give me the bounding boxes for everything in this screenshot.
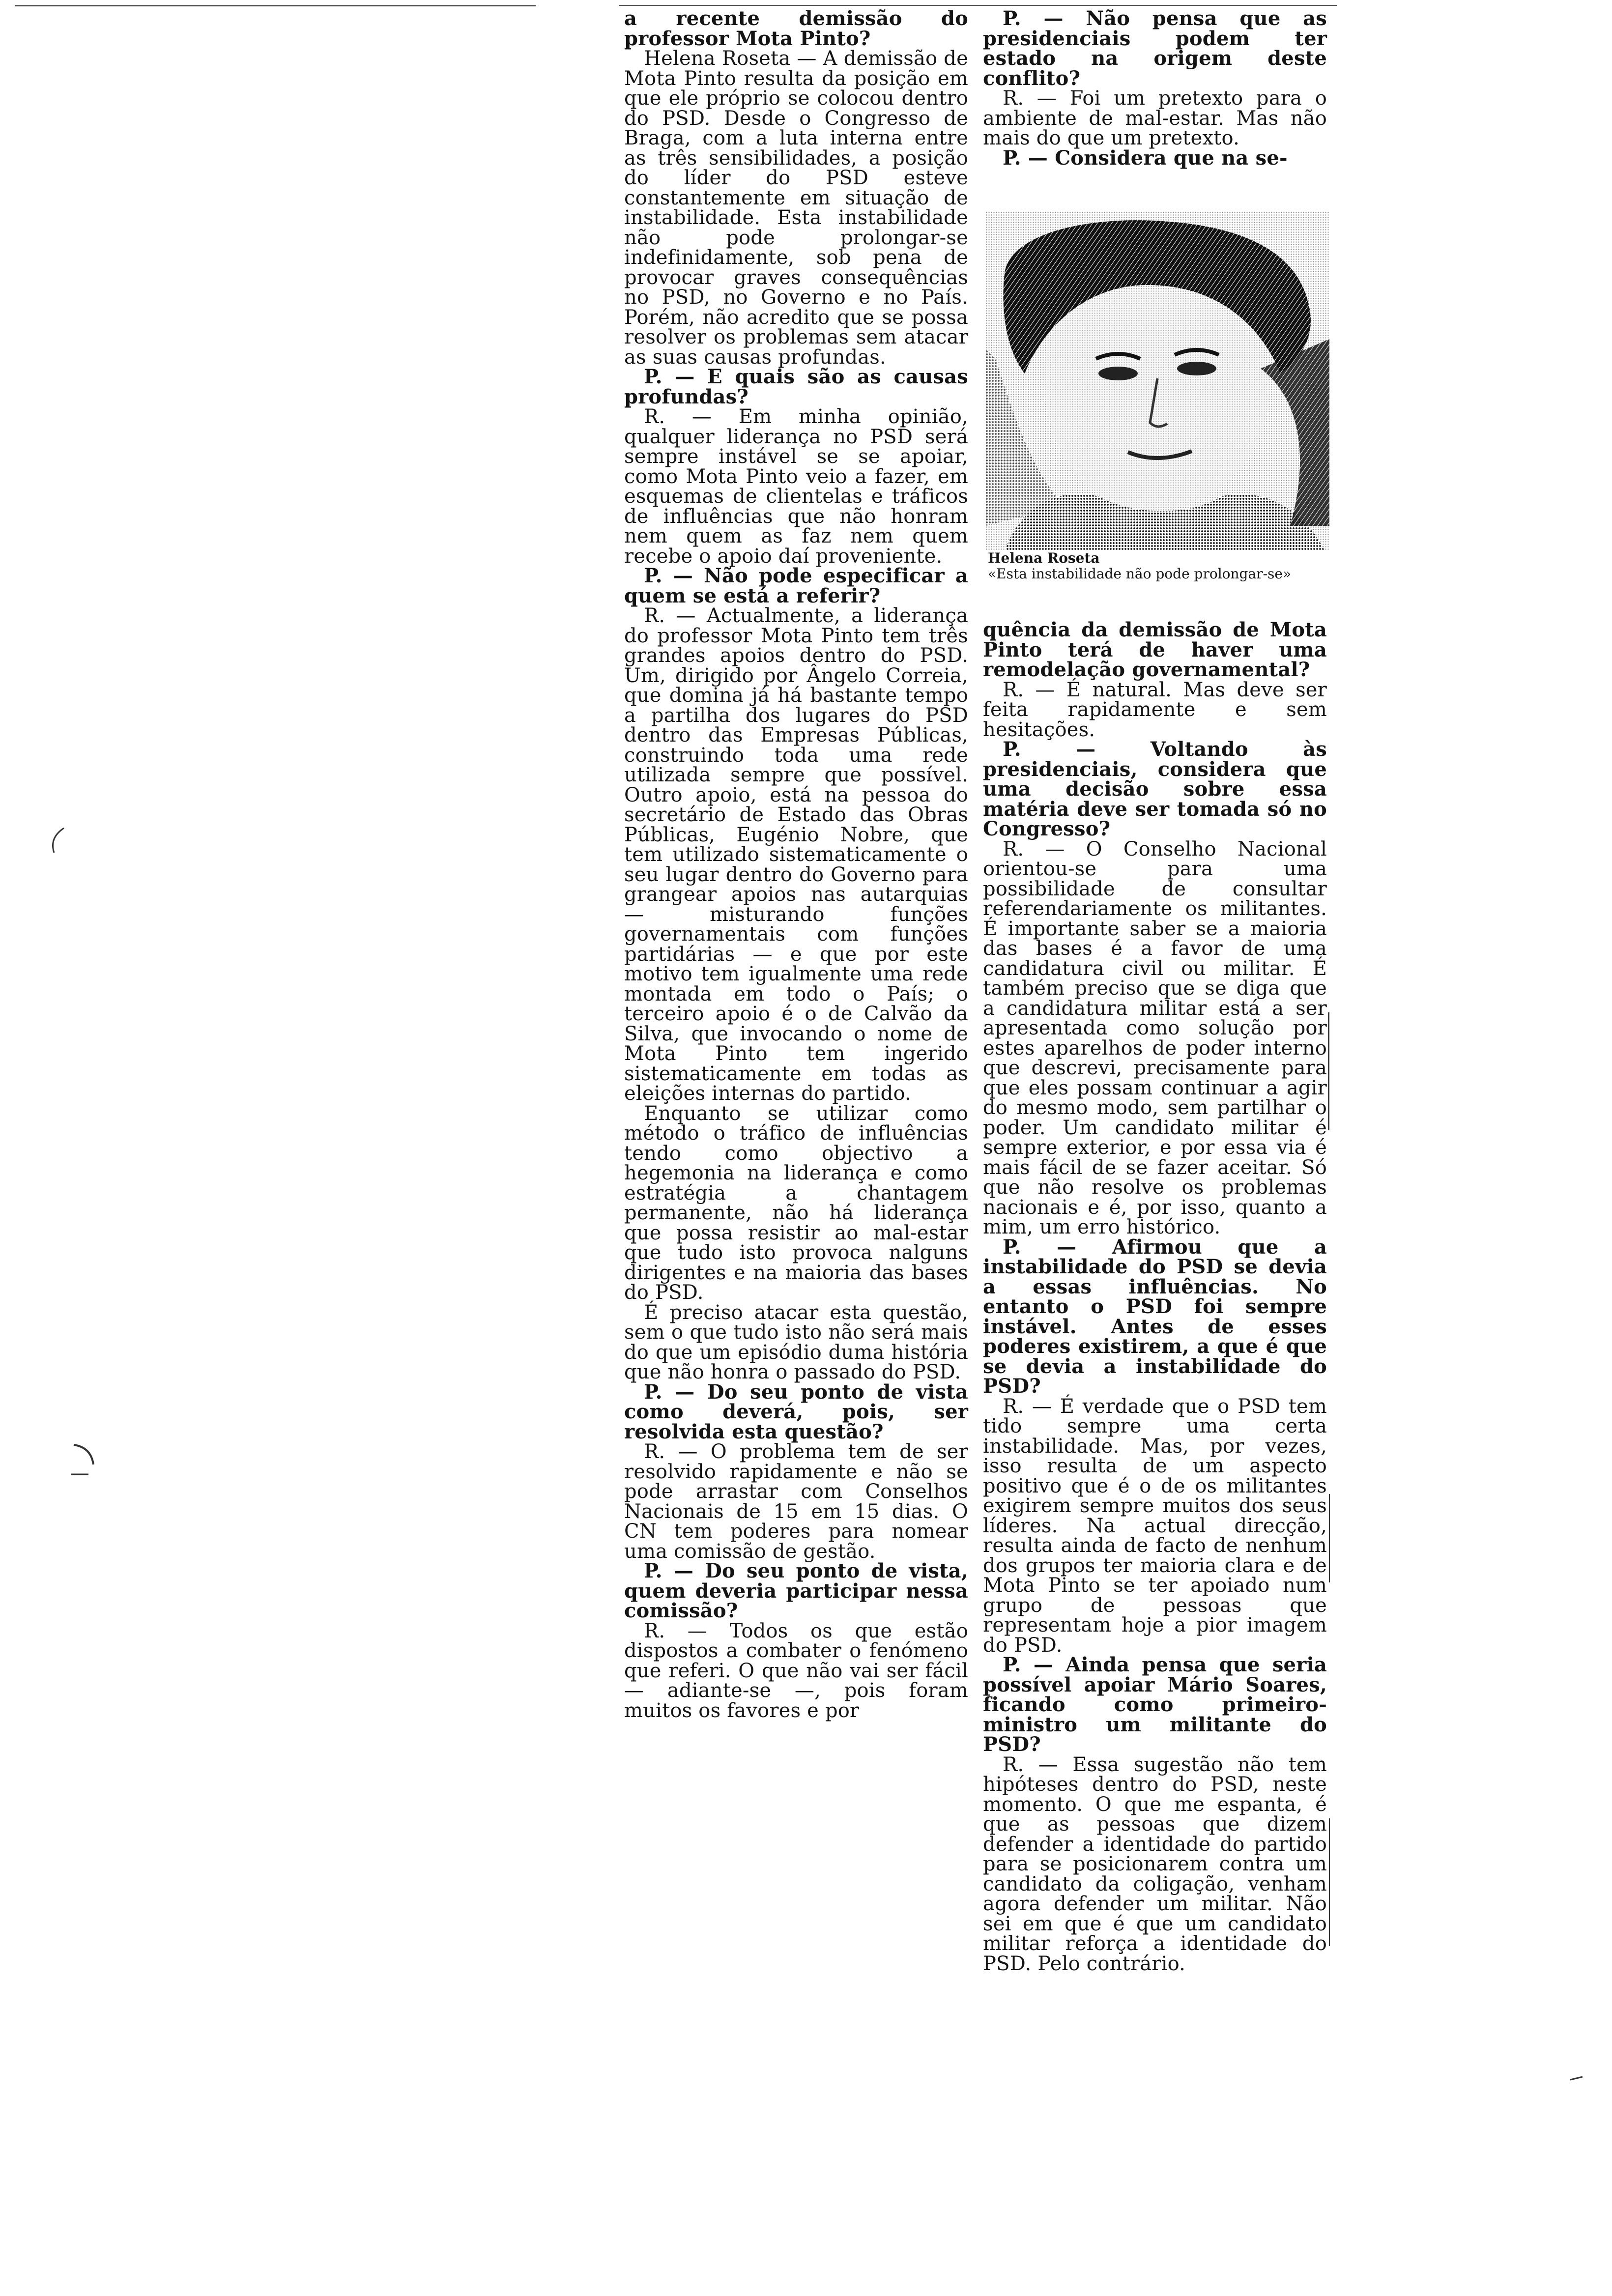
answer-paragraph: R. — Todos os que estão dispostos a combater o fenómeno que referi. O que não vai ser fácil — adiante-se —, pois foram muitos os favores e por xyxy=(624,1619,968,1722)
caption-quote: «Esta instabilidade não pode prolongar-se» xyxy=(988,566,1292,582)
top-rule-right xyxy=(619,5,1337,6)
portrait-photo xyxy=(985,211,1329,550)
answer-paragraph: R. — Actualmente, a liderança do professor Mota Pinto tem três grandes apoios dentro do PSD. Um, dirigido por Ângelo Correia, que domina já há bastante tempo a partilha dos lugares do PSD dentro das Empresas Públicas, construindo toda uma rede utilizada sempre que possível. Outro apoio, está na pessoa do secretário de Estado das Obras Públicas, Eugénio Nobre, que tem utilizado sistematicamente o seu lugar dentro do Governo para grangear apoios nas autarquias — misturando funções governamentais com funções partidárias — e que por este motivo tem igualmente uma rede montada em todo o País; o terceiro apoio é o de Calvão da Silva, que invocando o nome de Mota Pinto tem ingerido sistematicamente em todas as eleições internas do partido. xyxy=(624,604,968,1105)
answer-paragraph: R. — Essa sugestão não tem hipóteses dentro do PSD, neste momento. O que me espanta, é que as pessoas que dizem defender a identidade do partido para se posicionarem contra um candidato da coligação, venham agora defender um militar. Não sei em que é que um candidato militar reforça a identidade do PSD. Pelo contrário. xyxy=(983,1753,1327,1975)
clipping-edge-line xyxy=(1328,1012,1329,1130)
question-paragraph: P. — E quais são as causas profundas? xyxy=(624,365,968,408)
answer-paragraph: R. — O Conselho Nacional orientou-se para uma possibilidade de consultar referendariamente os militantes. É importante saber se a maioria das bases é a favor de uma candidatura civil ou militar. É também preciso que se diga que a candidatura militar está a ser apresentada como solução por estes aparelhos de poder interno que descrevi, precisamente para que eles possam continuar a agir do mesmo modo, sem partilhar o poder. Um candidato militar é sempre exterior, e por essa via é mais fácil de se fazer aceitar. Só que não resolve os problemas nacionais e é, por isso, quanto a mim, um erro histórico. xyxy=(983,837,1327,1238)
caption-name: Helena Roseta xyxy=(988,550,1100,566)
scan-artifact-mark xyxy=(1568,2074,1587,2084)
article-column-right-top xyxy=(983,9,1327,168)
clipping-edge-line xyxy=(1329,1818,1330,1946)
article-column-left xyxy=(624,9,968,1721)
question-paragraph: P. — Ainda pensa que seria possível apoiar Mário Soares, ficando como primeiro-ministro um militante do PSD? xyxy=(983,1653,1327,1756)
photo-caption xyxy=(988,550,1332,582)
top-rule-left xyxy=(15,5,536,6)
clipping-edge-line xyxy=(1329,1494,1330,1582)
question-paragraph: P. — Não pode especificar a quem se está a referir? xyxy=(624,564,968,607)
scan-artifact-mark xyxy=(44,826,74,860)
answer-paragraph: R. — Foi um pretexto para o ambiente de mal-estar. Mas não mais do que um pretexto. xyxy=(983,87,1327,149)
question-paragraph: quência da demissão de Mota Pinto terá de haver uma remodelação governamental? xyxy=(983,618,1327,681)
question-paragraph: P. — Do seu ponto de vista, quem deveria participar nessa comissão? xyxy=(624,1559,968,1622)
article-column-right-bottom xyxy=(983,620,1327,1974)
answer-paragraph: R. — Em minha opinião, qualquer liderança no PSD será sempre instável se se apoiar, como Mota Pinto veio a fazer, em esquemas de clientelas e tráficos de influências que não honram nem quem as faz nem quem recebe o apoio daí proveniente. xyxy=(624,405,968,568)
question-paragraph: P. — Voltando às presidenciais, considera que uma decisão sobre essa matéria deve ser tomada só no Congresso? xyxy=(983,738,1327,840)
question-paragraph: a recente demissão do professor Mota Pinto? xyxy=(624,7,968,50)
answer-paragraph: R. — O problema tem de ser resolvido rapidamente e não se pode arrastar com Conselhos Nacionais de 15 em 15 dias. O CN tem poderes para nomear uma comissão de gestão. xyxy=(624,1440,968,1563)
answer-paragraph: Helena Roseta — A demissão de Mota Pinto resulta da posição em que ele próprio se colocou dentro do PSD. Desde o Congresso de Braga, com a luta interna entre as três sensibilidades, a posição do líder do PSD esteve constantemente em situação de instabilidade. Esta instabilidade não pode prolongar-se indefinidamente, sob pena de provocar graves consequências no PSD, no Governo e no País. Porém, não acredito que se possa resolver os problemas sem atacar as suas causas profundas. xyxy=(624,47,968,369)
question-paragraph: P. — Considera que na se- xyxy=(1003,146,1288,170)
question-paragraph: P. — Do seu ponto de vista como deverá, pois, ser resolvida esta questão? xyxy=(624,1380,968,1443)
answer-paragraph: Enquanto se utilizar como método o tráfico de influências tendo como objectivo a hegemonia na liderança e como estratégia a chantagem permanente, não há liderança que possa resistir ao mal-estar que tudo isto provoca nalguns dirigentes e na maioria das bases do PSD. xyxy=(624,1102,968,1304)
scan-artifact-mark xyxy=(69,1440,103,1479)
question-paragraph: P. — Afirmou que a instabilidade do PSD se devia a essas influências. No entanto o PSD foi sempre instável. Antes de esses poderes existirem, a que é que se devia a instabilidade do PSD? xyxy=(983,1235,1327,1398)
question-paragraph: P. — Não pensa que as presidenciais podem ter estado na origem deste conflito? xyxy=(983,7,1327,90)
answer-paragraph: R. — É verdade que o PSD tem tido sempre uma certa instabilidade. Mas, por vezes, isso resulta de um aspecto positivo que é o de os militantes exigirem sempre muitos dos seus líderes. Na actual direcção, resulta ainda de facto de nenhum dos grupos ter maioria clara e de Mota Pinto se ter apoiado num grupo de pessoas que representam hoje a pior imagem do PSD. xyxy=(983,1395,1327,1657)
answer-paragraph: É preciso atacar esta questão, sem o que tudo isto não será mais do que um episódio duma história que não honra o passado do PSD. xyxy=(624,1301,968,1383)
answer-paragraph: R. — É natural. Mas deve ser feita rapidamente e sem hesitações. xyxy=(983,678,1327,741)
